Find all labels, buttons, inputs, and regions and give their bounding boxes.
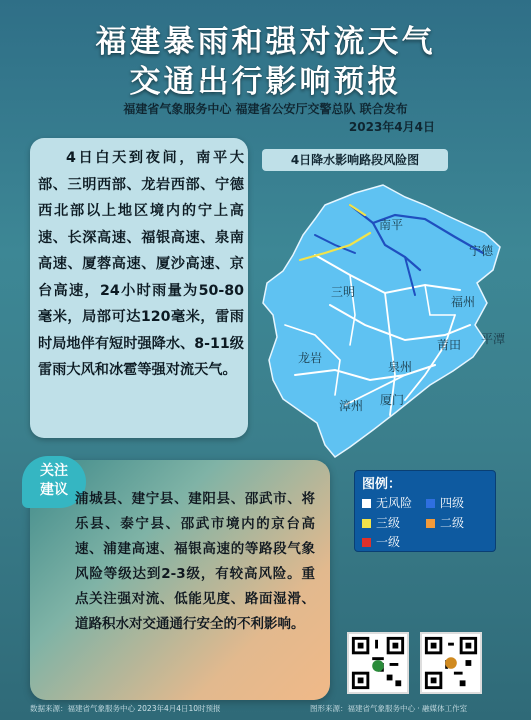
city-nanping: 南平 [379, 218, 404, 232]
title-line-1: 福建暴雨和强对流天气 [95, 24, 436, 60]
legend-title: 图例： [362, 477, 402, 492]
city-zhangzhou: 漳州 [339, 399, 364, 413]
focus-badge-line-1: 关注 [40, 463, 68, 479]
map-title: 4日降水影响路段风险图 [262, 149, 448, 171]
city-longyan: 龙岩 [298, 351, 323, 365]
city-fuzhou: 福州 [451, 295, 476, 309]
legend-item-level4 [426, 494, 464, 511]
qr-code-right[interactable] [420, 632, 482, 694]
legend-item-level2 [426, 514, 464, 531]
legend-label: 四级 [440, 496, 465, 510]
footer-graphic-source: 图形来源：福建省气象服务中心 · 融媒体工作室 [310, 704, 468, 713]
legend-label: 一级 [376, 535, 401, 549]
legend-item-level1 [362, 533, 400, 550]
focus-badge-line-2: 建议 [40, 482, 68, 498]
legend-label: 无风险 [376, 496, 413, 510]
publisher-line: 福建省气象服务中心 福建省公安厅交警总队 联合发布 [123, 102, 408, 116]
legend-item-none [362, 494, 412, 511]
city-putian: 莆田 [437, 338, 462, 352]
forecast-text: 4日白天到夜间，南平大部、三明西部、龙岩西部、宁德西北部以上地区境内的宁上高速、长深高速、福银高速、泉南高速、厦蓉高速、厦沙高速、京台高速，24小时雨量为50-80毫米，局部可达120毫米，雷雨时局地伴有短时强降水、8-11级雷雨大风和冰雹等强对流天气。 [38, 150, 244, 378]
focus-text: 浦城县、建宁县、建阳县、邵武市、将乐县、泰宁县、邵武市境内的京台高速、浦建高速、福银高速的等路段气象风险等级达到2-3级，有较高风险。重点关注强对流、低能见度、路面湿滑、道路积水对交通通行安全的不利影响。 [75, 491, 315, 632]
title-line-2: 交通出行影响预报 [129, 64, 402, 100]
legend-swatch-red [362, 538, 371, 547]
legend-swatch-orange [426, 519, 435, 528]
city-sanming: 三明 [331, 285, 356, 299]
city-pingtan: 平潭 [481, 332, 506, 346]
footer-source: 数据来源：福建省气象服务中心 2023年4月4日10时预报 [30, 704, 221, 713]
city-quanzhou: 泉州 [388, 360, 413, 374]
publish-date: 2023年4月4日 [348, 120, 435, 134]
city-xiamen: 厦门 [380, 393, 405, 407]
legend-label: 三级 [376, 516, 401, 530]
legend-item-level3 [362, 514, 400, 531]
qr-code-left[interactable] [347, 632, 409, 694]
legend-label: 二级 [440, 516, 465, 530]
legend-swatch-white [362, 499, 371, 508]
legend-swatch-blue [426, 499, 435, 508]
city-ningde: 宁德 [469, 244, 494, 258]
legend-swatch-yellow [362, 519, 371, 528]
